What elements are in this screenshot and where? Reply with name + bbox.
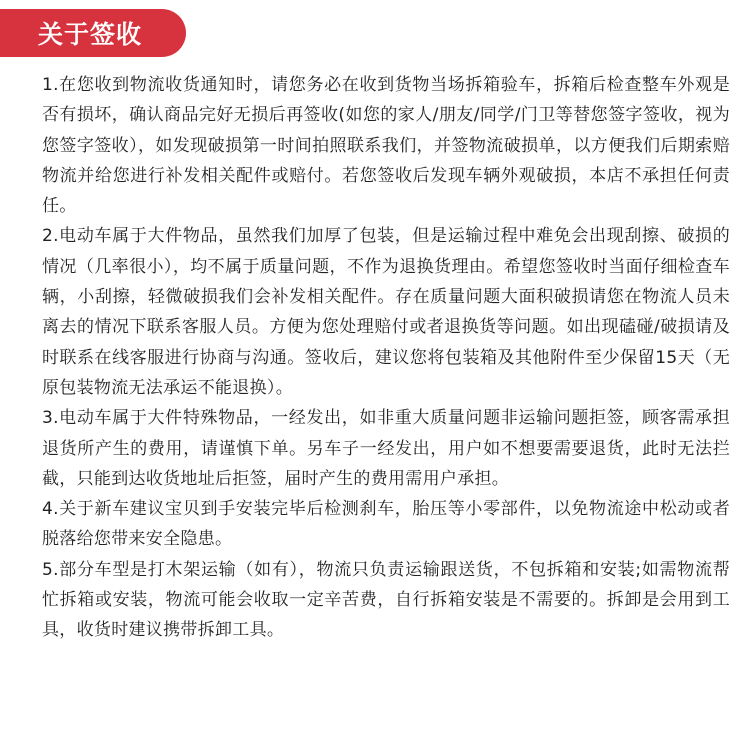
notice-paragraph-5: 5.部分车型是打木架运输（如有），物流只负责运输跟送货，不包拆箱和安装;如需物流帮忙拆箱或安装，物流可能会收取一定辛苦费，自行拆箱安装是不需要的。拆卸是会用到工具，收货时建议携带拆卸工具。: [42, 559, 730, 641]
notice-paragraph-1: 1.在您收到物流收货通知时，请您务必在收到货物当场拆箱验车，拆箱后检查整车外观是否有损坏，确认商品完好无损后再签收(如您的家人/朋友/同学/门卫等替您签字签收，视为您签字签收），如发现破损第一时间拍照联系我们，并签物流破损单，以方便我们后期索赔物流并给您进行补发相关配件或赔付。若您签收后发现车辆外观破损，本店不承担任何责任。: [42, 75, 730, 217]
notice-content: [42, 70, 730, 646]
notice-paragraph-2: 2.电动车属于大件物品，虽然我们加厚了包装，但是运输过程中难免会出现刮擦、破损的情况（几率很小），均不属于质量问题，不作为退换货理由。希望您签收时当面仔细检查车辆，小刮擦，轻微破损我们会补发相关配件。存在质量问题大面积破损请您在物流人员未离去的情况下联系客服人员。方便为您处理赔付或者退换货等问题。如出现磕碰/破损请及时联系在线客服进行协商与沟通。签收后，建议您将包装箱及其他附件至少保留15天（无原包装物流无法承运不能退换）。: [42, 226, 730, 398]
section-title: 关于签收: [38, 20, 143, 49]
notice-paragraph-3: 3.电动车属于大件特殊物品，一经发出，如非重大质量问题非运输问题拒签，顾客需承担退货所产生的费用，请谨慎下单。另车子一经发出，用户如不想要需要退货，此时无法拦截，只能到达收货地址后拒签，届时产生的费用需用户承担。: [42, 408, 730, 489]
section-header-tag: [0, 9, 186, 57]
notice-paragraph-4: 4.关于新车建议宝贝到手安装完毕后检测刹车，胎压等小零部件，以免物流途中松动或者脱落给您带来安全隐患。: [42, 499, 730, 550]
